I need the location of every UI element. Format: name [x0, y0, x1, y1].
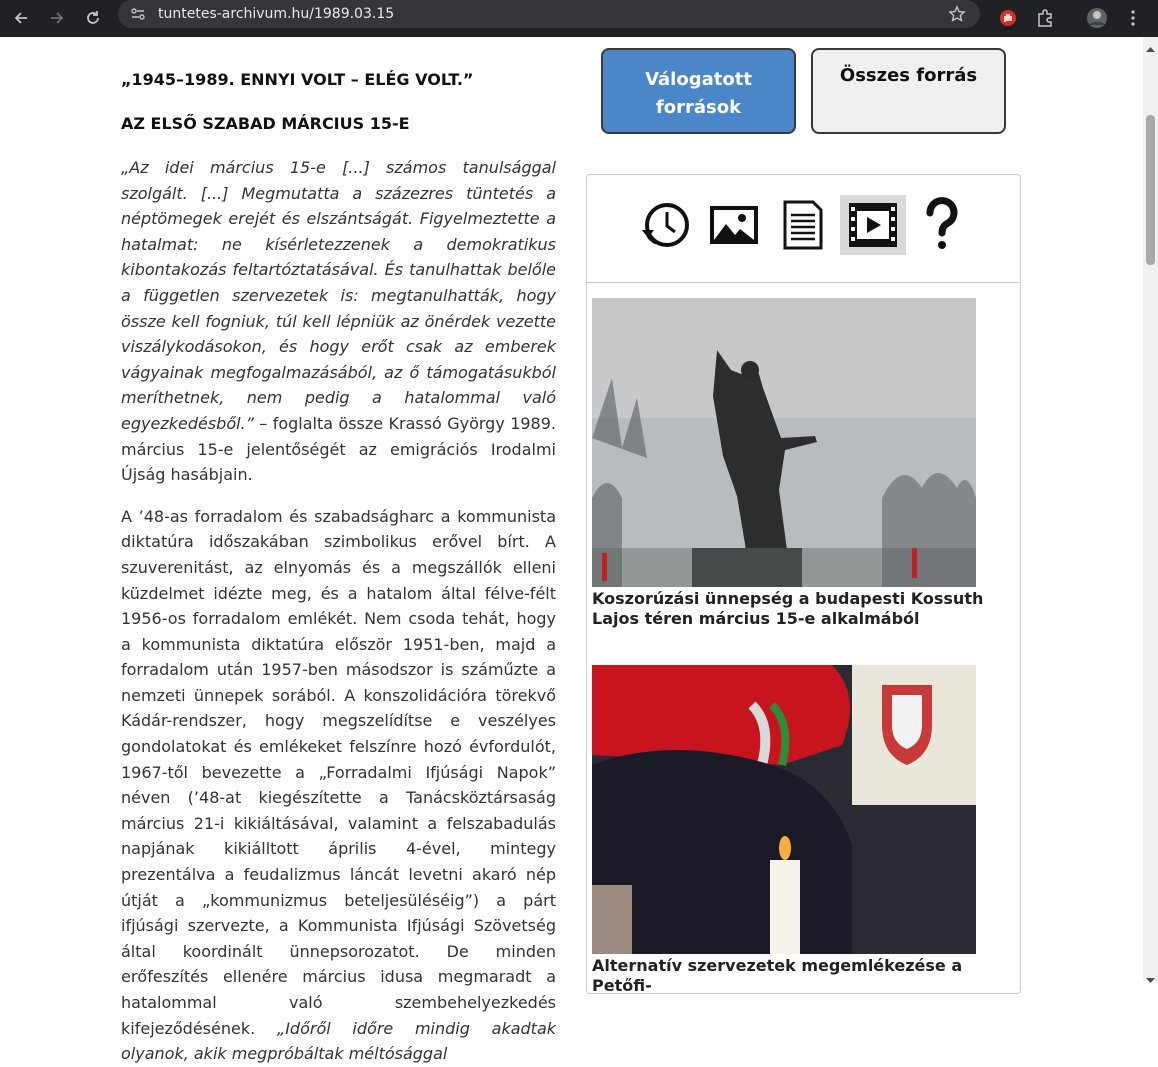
browser-toolbar	[0, 0, 1158, 37]
extension-hand-icon[interactable]	[993, 3, 1023, 33]
source-type-tabs	[587, 175, 1020, 283]
url-text: tuntetes-archivum.hu/1989.03.15	[158, 6, 395, 22]
video-caption-1[interactable]: Koszorúzási ünnepség a budapesti Kossuth Lajos téren március 15-e alkalmából	[592, 589, 984, 628]
article-heading-1: „1945–1989. ENNYI VOLT – ELÉG VOLT.”	[121, 70, 474, 89]
document-icon[interactable]	[770, 195, 836, 255]
video-item-1[interactable]	[592, 298, 984, 629]
sources-panel	[586, 174, 1021, 994]
quote-krasso: „Az idei március 15-e [...] számos tanulsággal szolgált. [...] Megmutatta a százezres tüntetés a néptömegek erejét és elszántságát. Figyelmeztette a hatalmat: ne kísérletezzenek a demokratikus kibontakozás feltartóztatásával. És tanulhattak belőle a független szervezetek is: megtanulhatták, hogy össze kell fogniuk, túl kell lépniük az önérdek vezette viszálykodásokon, és hogy erőt csak az emberek vágyainak megfogalmazásából, az ő támogatásukból meríthetnek, nem pedig a hatalommal való egyezkedésből.”	[121, 158, 556, 433]
scroll-down-icon[interactable]	[1146, 971, 1155, 989]
page-scrollbar[interactable]	[1143, 37, 1158, 981]
selected-sources-button[interactable]: Válogatott források	[601, 48, 796, 134]
video-thumbnail-candle[interactable]	[592, 665, 976, 954]
paragraph-1-text: – foglalta össze Krassó György 1989. március 15-e jelentőségét az emigrációs Irodalmi Újság hasábjain.	[121, 413, 556, 485]
bookmark-star-icon[interactable]	[948, 5, 966, 28]
video-icon[interactable]	[840, 195, 906, 255]
more-menu-icon[interactable]	[1118, 3, 1148, 33]
article-heading-2: AZ ELSŐ SZABAD MÁRCIUS 15-E	[121, 114, 410, 133]
video-caption-2[interactable]: Alternatív szervezetek megemlékezése a Petőfi-	[592, 956, 963, 995]
article	[121, 67, 556, 1067]
extensions-puzzle-icon[interactable]	[1030, 3, 1060, 33]
video-item-2[interactable]	[592, 665, 976, 996]
address-bar[interactable]	[118, 0, 980, 28]
image-icon[interactable]	[701, 195, 767, 255]
all-sources-button[interactable]: Összes forrás	[811, 48, 1006, 134]
paragraph-2-quote: „Időről időre mindig akadtak olyanok, akik megpróbáltak méltósággal	[121, 1018, 557, 1064]
timeline-clock-icon[interactable]	[632, 195, 698, 255]
reload-icon[interactable]	[78, 3, 108, 33]
scroll-up-icon[interactable]	[1146, 39, 1155, 57]
article-paragraph-1	[121, 155, 556, 488]
help-question-icon[interactable]	[909, 195, 975, 255]
site-info-icon[interactable]	[130, 6, 146, 27]
scrollbar-thumb[interactable]	[1146, 115, 1155, 265]
page-content	[0, 37, 1143, 1064]
forward-arrow-icon[interactable]	[42, 3, 72, 33]
video-thumbnail-statue[interactable]	[592, 298, 976, 587]
article-paragraph-2	[121, 504, 556, 1067]
paragraph-2-text: A ’48-as forradalom és szabadságharc a kommunista diktatúra időszakában szimbolikus erővel bírt. A szuverenitást, az elnyomás és a megszállók elleni küzdelmet idézte meg, és a hatalom által félve-félt 1956-os forradalom emlékét. Nem csoda tehát, hogy a kommunista diktatúra először 1951-ben, majd a forradalom után 1957-ben másodszor is száműzte a nemzeti ünnepek sorából. A konszolidációra törekvő Kádár-rendszer, hogy megszelídítse e veszélyes gondolatokat és emlékeket felszínre hozó évfordulót, 1967-től bevezette a „Forradalmi Ifjúsági Napok” néven (’48-at kiegészítette a Tanácsköztársaság március 21-i kikiáltásával, valamint a felszabadulás napjának kikiálltott április 4-ével, mintegy prezentálva a feudalizmus láncát levetni akaró nép útját a „kommunizmus beteljesüléséig”) a párt ifjúsági szervezte, a Kommunista Ifjúsági Szövetség által koordinált ünnepsorozatot. De minden erőfeszítés ellenére március idusa megmaradt a hatalommal való szembehelyezkedés kifejeződésének.	[121, 506, 556, 1038]
back-arrow-icon[interactable]	[6, 3, 36, 33]
profile-avatar[interactable]	[1082, 3, 1112, 33]
